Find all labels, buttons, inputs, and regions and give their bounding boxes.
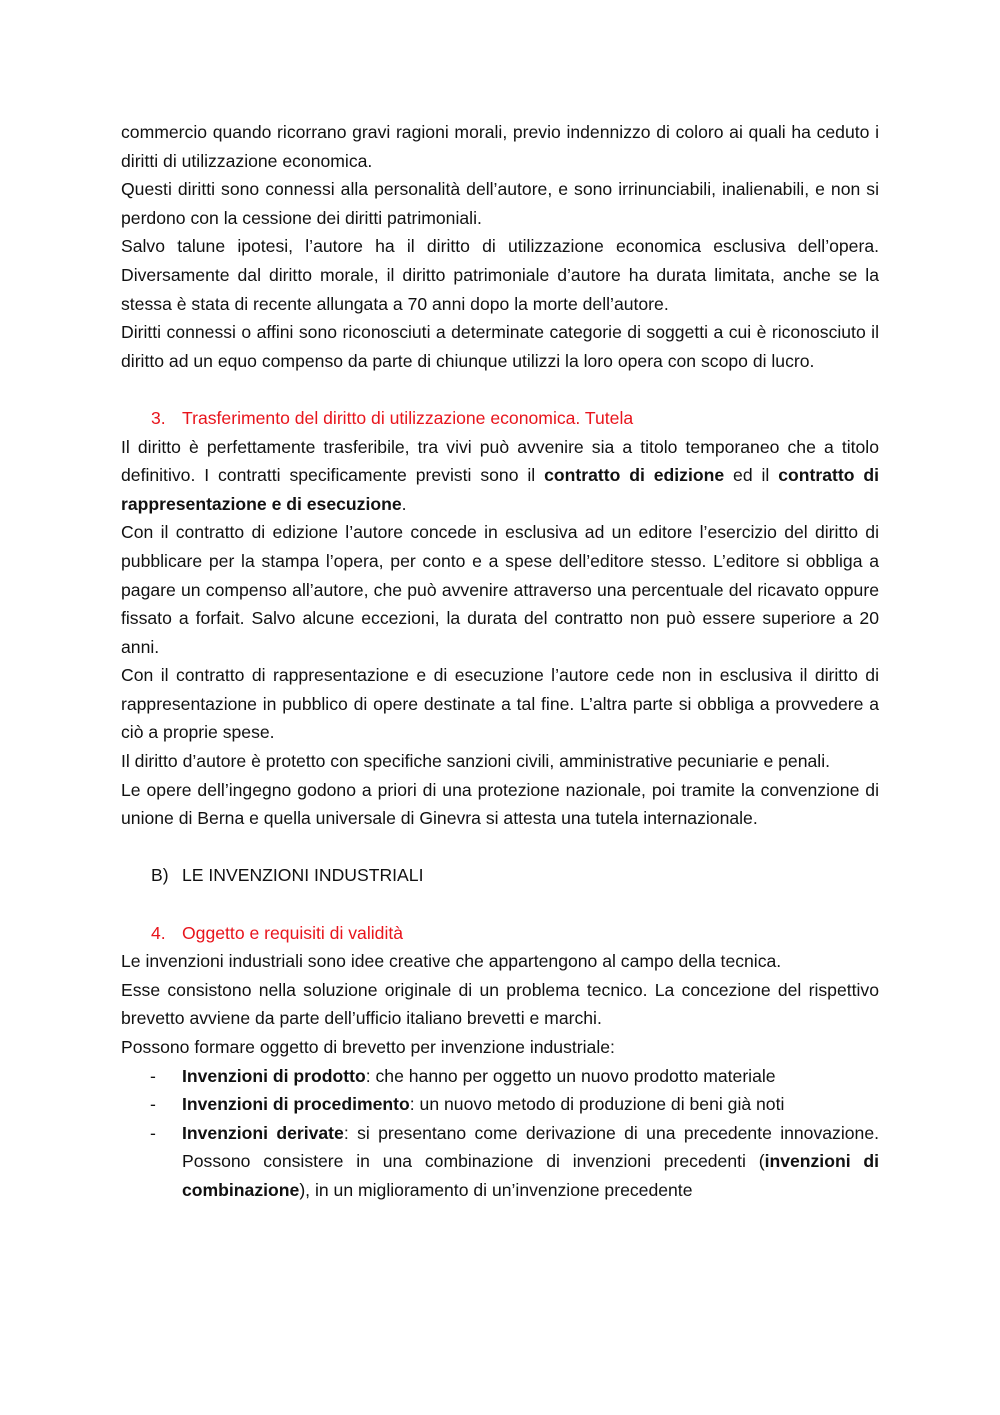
spacer <box>121 375 879 404</box>
heading-number: 4. <box>151 922 166 943</box>
paragraph: Le opere dell’ingegno godono a priori di una protezione nazionale, poi tramite la convenzione di unione di Berna e quella universale di Ginevra si attesta una tutela internazionale. <box>121 779 879 829</box>
text-run: Il diritto è perfettamente trasferibile, tra vivi può avvenire sia a titolo temporaneo che a titolo definitivo. I contratti specificamente previsti sono il <box>121 436 879 486</box>
bold-term: Invenzioni di procedimento <box>182 1094 410 1115</box>
paragraph <box>121 433 879 519</box>
dash-bullet: - <box>150 1065 156 1086</box>
bold-term: contratto di rappresentazione e di esecuzione <box>121 465 879 514</box>
text-run: ed il <box>724 465 779 486</box>
spacer <box>121 833 879 862</box>
list-item <box>121 1062 879 1091</box>
paragraph: Possono formare oggetto di brevetto per invenzione industriale: <box>121 1037 615 1057</box>
paragraph: Questi diritti sono connessi alla personalità dell’autore, e sono irrinunciabili, inalienabili, e non si perdono con la cessione dei diritti patrimoniali. <box>121 179 879 228</box>
text-run: . <box>401 493 407 514</box>
spacer <box>121 890 879 919</box>
text-run: : si presentano come derivazione di una precedente innovazione. Possono consistere in una combinazione di invenzioni precedenti ( <box>182 1122 880 1172</box>
heading-text: LE INVENZIONI INDUSTRIALI <box>182 865 424 886</box>
paragraph: Il diritto d’autore è protetto con specifiche sanzioni civili, amministrative pecuniarie e penali. <box>121 751 830 772</box>
list-item <box>121 1090 879 1119</box>
heading-number: 3. <box>151 407 166 428</box>
heading-text: Oggetto e requisiti di validità <box>182 922 404 943</box>
paragraph: Diritti connessi o affini sono riconosciuti a determinate categorie di soggetti a cui è riconosciuto il diritto ad un equo compenso da parte di chiunque utilizzi la loro opera con scopo di lucro. <box>121 322 879 371</box>
text-run: : che hanno per oggetto un nuovo prodotto materiale <box>365 1065 776 1086</box>
list-item <box>121 1119 879 1205</box>
section-heading-3 <box>121 404 879 433</box>
bold-term: Invenzioni derivate <box>182 1122 344 1143</box>
paragraph: Le invenzioni industriali sono idee creative che appartengono al campo della tecnica. <box>121 951 782 972</box>
dash-bullet: - <box>150 1122 156 1143</box>
paragraph: commercio quando ricorrano gravi ragioni morali, previo indennizzo di coloro ai quali ha ceduto i diritti di utilizzazione economica. <box>121 122 879 171</box>
paragraph: Con il contratto di rappresentazione e di esecuzione l’autore cede non in esclusiva il diritto di rappresentazione in pubblico di opere destinate a tal fine. L’altra parte si obbliga a provvedere a ciò a proprie spese. <box>121 665 879 743</box>
section-heading-4 <box>121 919 879 948</box>
heading-text: Trasferimento del diritto di utilizzazione economica. Tutela <box>182 407 634 428</box>
paragraph: Salvo talune ipotesi, l’autore ha il diritto di utilizzazione economica esclusiva dell’opera. Diversamente dal diritto morale, il diritto patrimoniale d’autore ha durata limitata, anche se la stessa è stata di recente allungata a 70 anni dopo la morte dell’autore. <box>121 236 879 314</box>
text-run: : un nuovo metodo di produzione di beni già noti <box>409 1094 785 1115</box>
invention-types-list <box>121 1062 879 1205</box>
part-heading-b <box>121 861 879 890</box>
heading-number: B) <box>151 865 169 886</box>
paragraph: Con il contratto di edizione l’autore concede in esclusiva ad un editore l’esercizio del diritto di pubblicare per la stampa l’opera, per conto e a spese dell’editore stesso. L’editore si obbliga a pagare un compenso all’autore, che può avvenire attraverso una percentuale del ricavato oppure fissato a forfait. Salvo alcune eccezioni, la durata del contratto non può essere superiore a 20 anni. <box>121 522 879 657</box>
text-run: ), in un miglioramento di un’invenzione precedente <box>299 1179 693 1200</box>
dash-bullet: - <box>150 1094 156 1115</box>
bold-term: contratto di edizione <box>544 465 725 486</box>
paragraph: Esse consistono nella soluzione originale di un problema tecnico. La concezione del rispettivo brevetto avviene da parte dell’ufficio italiano brevetti e marchi. <box>121 979 879 1029</box>
bold-term: Invenzioni di prodotto <box>182 1065 366 1086</box>
bold-term: invenzioni di combinazione <box>182 1151 880 1200</box>
document-page <box>121 118 879 1205</box>
